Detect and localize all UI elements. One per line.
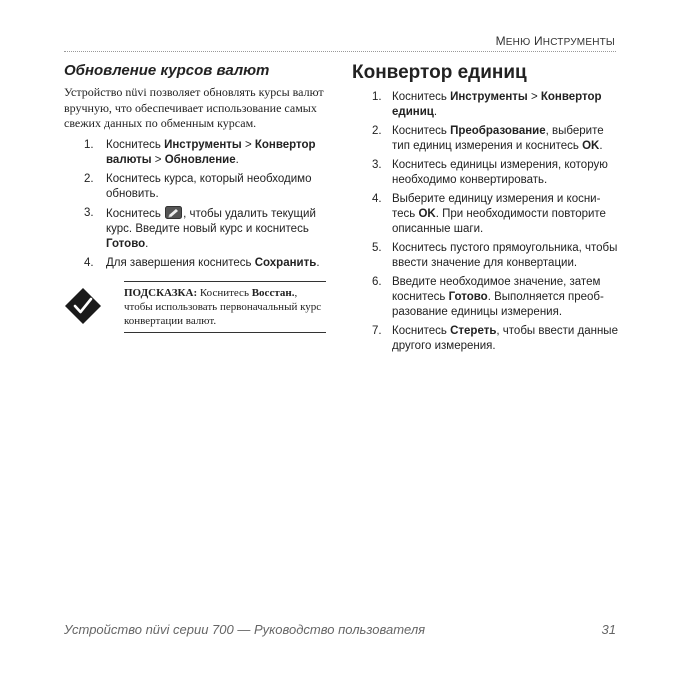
page-number: 31 (601, 622, 616, 637)
header-menu-cap: М (495, 34, 506, 48)
list-item: 3. Коснитесь , чтобы удалить текущий курс. Введите новый курс и коснитесь Готово. (84, 206, 316, 250)
footer-title: Устройство nüvi серии 700 — Руководство пользователя (64, 622, 426, 637)
list-item: 1. Коснитесь Инструменты > Конвертор валюты > Обновление. (84, 138, 316, 166)
currency-steps (64, 138, 332, 271)
list-item: 2. Коснитесь курса, который необходимо обновить. (84, 172, 312, 200)
currency-intro: Устройство nüvi позволяет обновлять курсы валют вручную, что обеспечивает использование самых свежих данных по обменным курсам. (64, 85, 324, 130)
tip-block (64, 281, 332, 337)
list-item: 1. Коснитесь Инструменты > Конвертор единиц. (372, 91, 602, 118)
list-item: 4. Выберите единицу измерения и косни-тесь OK. При необходимости повторите описанные шаги. (372, 193, 606, 235)
right-column (352, 62, 618, 358)
list-item: 6. Введите необходимое значение, затем коснитесь Готово. Выполняется преоб-разование единицы измерения. (372, 276, 604, 318)
list-item: 7. Коснитесь Стереть, чтобы ввести данные другого измерения. (372, 325, 618, 352)
left-column (64, 62, 332, 337)
header-tools-cap: И (533, 34, 543, 48)
header-menu-rest: ЕНЮ (505, 37, 531, 48)
list-item: 2. Коснитесь Преобразование, выберите тип единиц измерения и коснитесь OK. (372, 125, 604, 152)
list-item: 5. Коснитесь пустого прямоугольника, чтобы ввести значение для конвертации. (372, 242, 618, 269)
header-tools-rest: НСТРУМЕНТЫ (542, 37, 615, 48)
section-title-units: Конвертор единиц (352, 62, 527, 83)
section-title-currency: Обновление курсов валют (64, 62, 270, 79)
running-header (496, 34, 615, 48)
erase-pencil-icon (165, 206, 182, 219)
units-steps (352, 90, 618, 354)
list-item: 3. Коснитесь единицы измерения, которую необходимо конвертировать. (372, 159, 608, 186)
list-item: 4. Для завершения коснитесь Сохранить. (84, 256, 320, 269)
tip-text: ПОДСКАЗКА: Коснитесь Восстан., чтобы использовать первоначальный курс конвертации валют. (124, 281, 326, 333)
header-divider (64, 51, 616, 52)
check-hint-icon (64, 287, 102, 325)
